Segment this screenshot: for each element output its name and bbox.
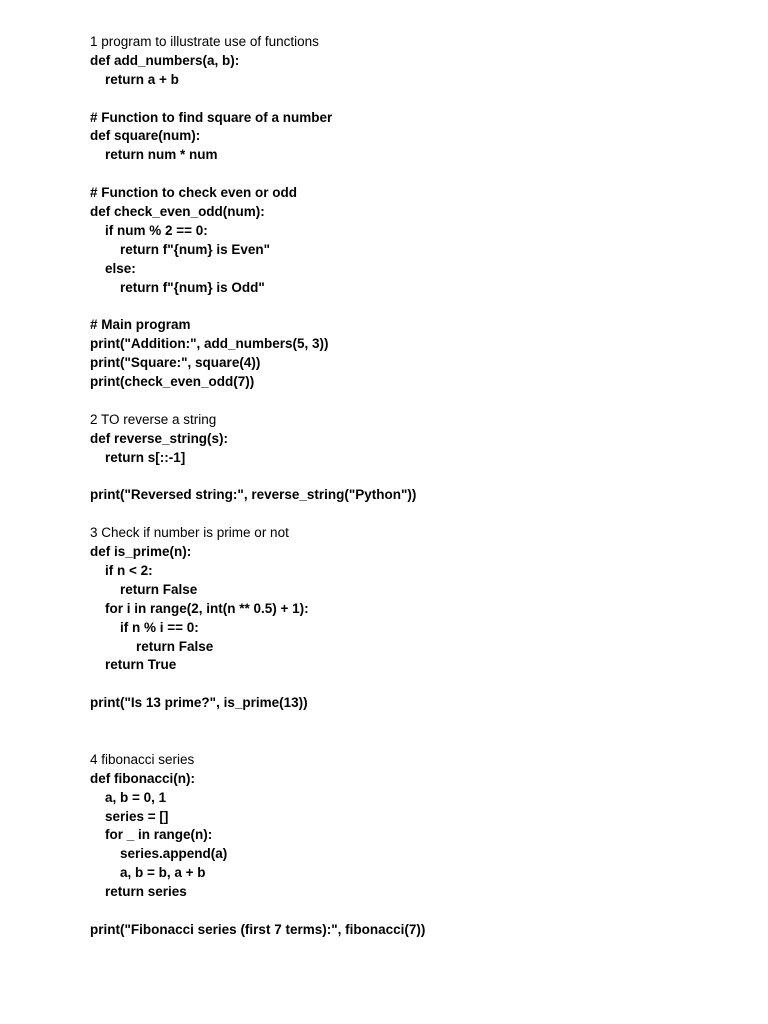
code-line: return a + b bbox=[105, 71, 179, 87]
code-line: print("Square:", square(4)) bbox=[90, 355, 261, 371]
code-line: return s[::-1] bbox=[105, 449, 186, 465]
blank-line bbox=[90, 165, 750, 184]
code-line: if num % 2 == 0: bbox=[105, 222, 208, 238]
code-line: print(check_even_odd(7)) bbox=[90, 374, 255, 390]
code-line: for i in range(2, int(n ** 0.5) + 1): bbox=[105, 600, 309, 616]
code-line: def check_even_odd(num): bbox=[90, 204, 265, 220]
code-line: def fibonacci(n): bbox=[90, 770, 195, 786]
code-line: return f"{num} is Odd" bbox=[120, 279, 265, 295]
document-page bbox=[90, 33, 750, 940]
code-line: return num * num bbox=[105, 147, 218, 163]
section-heading: 4 fibonacci series bbox=[90, 751, 195, 767]
code-line: return f"{num} is Even" bbox=[120, 241, 271, 257]
code-line: for _ in range(n): bbox=[105, 827, 213, 843]
code-line: return series bbox=[105, 884, 187, 900]
section-heading: 1 program to illustrate use of functions bbox=[90, 34, 319, 49]
code-line: if n < 2: bbox=[105, 562, 153, 578]
code-line: return False bbox=[136, 638, 214, 654]
code-line: def square(num): bbox=[90, 128, 201, 144]
code-line: print("Addition:", add_numbers(5, 3)) bbox=[90, 336, 329, 352]
code-line: print("Fibonacci series (first 7 terms):", fibonacci(7)) bbox=[90, 921, 426, 937]
blank-line bbox=[90, 713, 750, 732]
blank-line bbox=[90, 392, 750, 411]
code-line: def is_prime(n): bbox=[90, 544, 192, 560]
blank-line bbox=[90, 90, 750, 109]
code-line: a, b = b, a + b bbox=[120, 865, 206, 881]
code-line: print("Is 13 prime?", is_prime(13)) bbox=[90, 695, 308, 711]
blank-line bbox=[90, 675, 750, 694]
code-comment: # Main program bbox=[90, 317, 191, 333]
code-line: def add_numbers(a, b): bbox=[90, 52, 240, 68]
code-comment: # Function to find square of a number bbox=[90, 109, 333, 125]
code-line: series.append(a) bbox=[120, 846, 228, 862]
blank-line bbox=[90, 467, 750, 486]
section-heading: 3 Check if number is prime or not bbox=[90, 525, 289, 541]
blank-line bbox=[90, 902, 750, 921]
code-line: return False bbox=[120, 581, 198, 597]
code-line: series = [] bbox=[105, 808, 169, 824]
section-heading: 2 TO reverse a string bbox=[90, 411, 217, 427]
code-line: else: bbox=[105, 260, 136, 276]
code-line: a, b = 0, 1 bbox=[105, 789, 167, 805]
code-line: return True bbox=[105, 657, 177, 673]
code-line: print("Reversed string:", reverse_string("Python")) bbox=[90, 487, 417, 503]
blank-line bbox=[90, 505, 750, 524]
code-line: def reverse_string(s): bbox=[90, 430, 229, 446]
blank-line bbox=[90, 297, 750, 316]
code-line: if n % i == 0: bbox=[120, 619, 199, 635]
code-comment: # Function to check even or odd bbox=[90, 185, 298, 201]
blank-line bbox=[90, 732, 750, 751]
